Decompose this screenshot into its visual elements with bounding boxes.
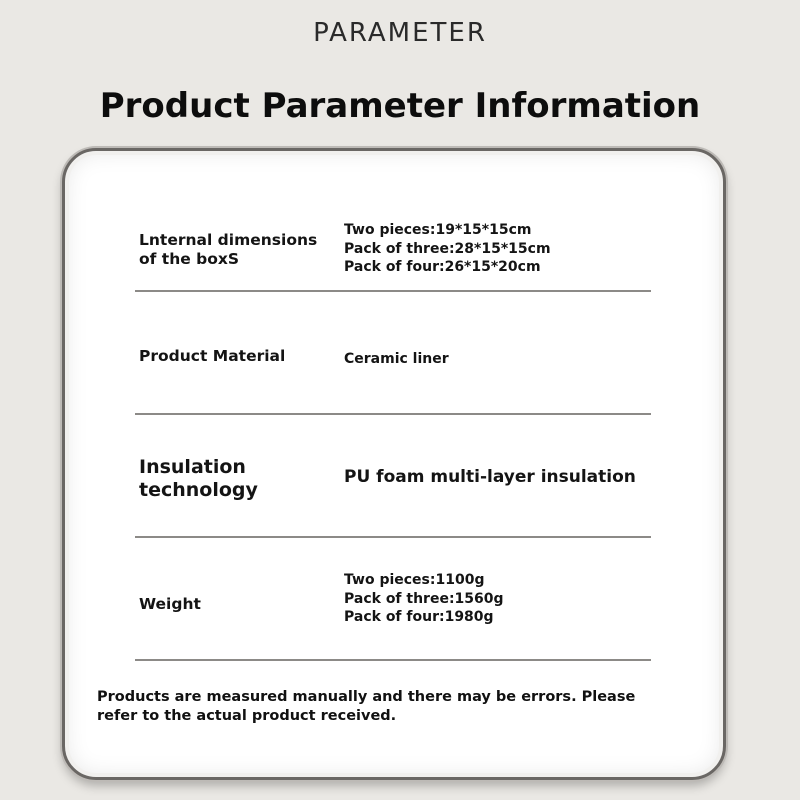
row-divider bbox=[135, 536, 651, 538]
parameter-value-line: Pack of three:28*15*15cm bbox=[344, 240, 551, 257]
parameter-value bbox=[344, 571, 504, 627]
parameter-value-line: Pack of four:1980g bbox=[344, 609, 494, 626]
row-divider bbox=[135, 290, 651, 292]
disclaimer-note: Products are measured manually and there may be errors. Please refer to the actual product received. bbox=[97, 689, 636, 725]
parameter-value bbox=[344, 466, 636, 489]
parameter-value-line: Pack of three:1560g bbox=[344, 590, 504, 607]
parameter-value bbox=[344, 221, 551, 277]
parameter-value-line: Two pieces:1100g bbox=[344, 572, 485, 588]
parameter-value-line: PU foam multi-layer insulation bbox=[344, 467, 636, 487]
page-title: Product Parameter Information bbox=[99, 86, 701, 126]
parameter-label: Lnternal dimensions of the boxS bbox=[139, 231, 318, 268]
parameter-value-line: Ceramic liner bbox=[344, 351, 449, 367]
row-divider bbox=[135, 413, 651, 415]
parameter-value-line: Pack of four:26*15*20cm bbox=[344, 259, 541, 276]
parameter-value-line: Two pieces:19*15*15cm bbox=[344, 222, 532, 238]
page-section-label: PARAMETER bbox=[313, 18, 487, 48]
parameter-card bbox=[62, 148, 726, 780]
row-divider bbox=[135, 659, 651, 661]
parameter-label: Product Material bbox=[139, 347, 286, 365]
parameter-label: Insulation technology bbox=[139, 456, 258, 501]
parameter-label: Weight bbox=[139, 595, 201, 613]
parameter-value bbox=[344, 350, 449, 369]
